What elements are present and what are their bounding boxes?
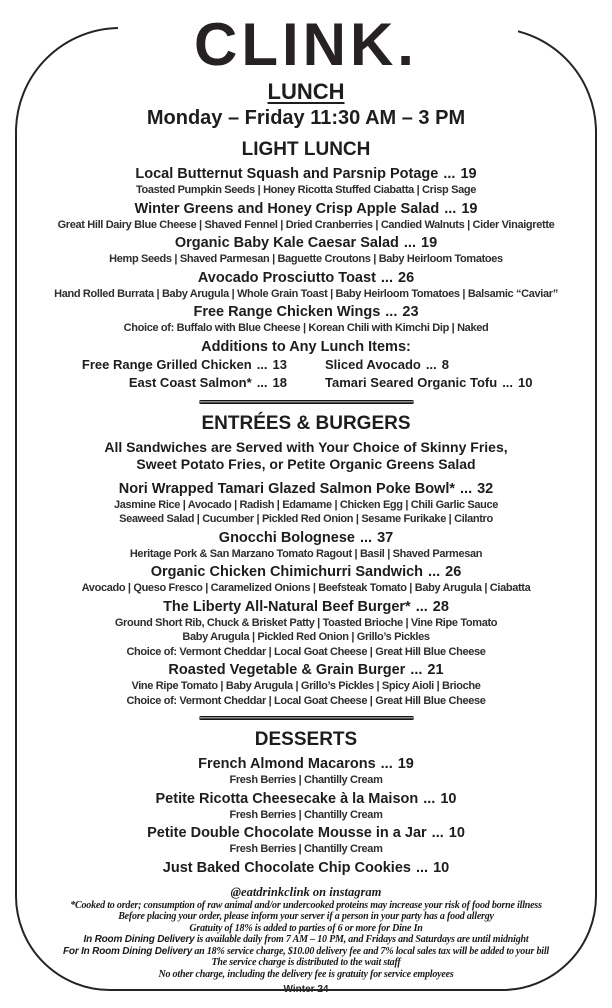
- price-dots: ...: [443, 166, 456, 182]
- item-desc-line: Choice of: Buffalo with Blue Cheese | Korean Chili with Kimchi Dip | Naked: [123, 322, 489, 334]
- item-price: 32: [477, 480, 494, 497]
- item-desc-line: Choice of: Vermont Cheddar | Local Goat Cheese | Great Hill Blue Cheese: [126, 694, 486, 707]
- footer: [0, 885, 612, 997]
- addition-label: Sliced Avocado: [325, 356, 421, 372]
- additions-right-column: [325, 356, 575, 392]
- item-desc-line: Fresh Berries | Chantilly Cream: [229, 808, 383, 821]
- addition-price: 13: [272, 356, 287, 372]
- footnote-line: [0, 911, 612, 923]
- section-desserts: [0, 728, 612, 877]
- clink-logo: CLINK.: [194, 11, 418, 78]
- item-name-line: [0, 200, 612, 218]
- item-price: 19: [461, 200, 478, 217]
- item-price: 10: [433, 859, 450, 876]
- item-name-line: [0, 303, 612, 321]
- item-price: 19: [397, 756, 414, 772]
- footnote-text: is available daily from 7 AM – 10 PM, and Fridays and Saturdays are until midnight: [194, 934, 529, 945]
- menu-item: [0, 824, 612, 857]
- item-name: Gnocchi Bolognese: [218, 529, 355, 546]
- item-name-line: [0, 529, 612, 547]
- item-name: Just Baked Chocolate Chip Cookies: [162, 859, 411, 876]
- menu-title: LUNCH: [267, 79, 345, 104]
- item-name: Nori Wrapped Tamari Glazed Salmon Poke Bowl*: [118, 480, 456, 497]
- section-note-line: All Sandwiches are Served with Your Choice of Skinny Fries,: [104, 438, 508, 455]
- item-name-line: [0, 269, 612, 287]
- item-price: 28: [432, 598, 449, 615]
- price-dots: ...: [385, 304, 398, 320]
- section-title: ENTRÉES & BURGERS: [201, 412, 411, 434]
- item-name: Winter Greens and Honey Crisp Apple Salad: [134, 200, 440, 217]
- footnote-line: [0, 957, 612, 969]
- menu-item: [0, 480, 612, 527]
- footnote-line: [0, 900, 612, 912]
- price-dots: ...: [380, 269, 393, 286]
- price-dots: ...: [425, 356, 437, 372]
- item-name-line: [0, 859, 612, 877]
- item-name: Free Range Chicken Wings: [193, 304, 381, 320]
- item-price: 19: [421, 235, 438, 251]
- addition-price: 8: [441, 356, 449, 372]
- item-name-line: [0, 165, 612, 183]
- item-desc-line: Fresh Berries | Chantilly Cream: [229, 774, 383, 786]
- price-dots: ...: [415, 598, 428, 615]
- addition-label: Free Range Grilled Chicken: [81, 356, 252, 372]
- footnote-text: No other charge, including the delivery fee is gratuity for service employees: [158, 968, 454, 980]
- item-price: 23: [402, 304, 419, 320]
- footnote-text: *Cooked to order; consumption of raw animal and/or undercooked proteins may increase your risk of food borne illness: [70, 899, 542, 911]
- item-desc-line: Seaweed Salad | Cucumber | Pickled Red Onion | Sesame Furikake | Cilantro: [119, 513, 493, 525]
- menu-item: [0, 234, 612, 267]
- menu-item: [0, 529, 612, 562]
- price-dots: ...: [403, 235, 416, 251]
- addition-label: East Coast Salmon*: [128, 374, 252, 390]
- price-dots: ...: [423, 790, 436, 807]
- item-name: Petite Double Chocolate Mousse in a Jar: [147, 825, 427, 841]
- item-desc-line: Great Hill Dairy Blue Cheese | Shaved Fennel | Dried Cranberries | Candied Walnuts | Cider Vinaigrette: [57, 218, 555, 231]
- item-name-line: [0, 563, 612, 581]
- item-desc-line: Hemp Seeds | Shaved Parmesan | Baguette Croutons | Baby Heirloom Tomatoes: [109, 253, 503, 265]
- item-name: Roasted Vegetable & Grain Burger: [168, 662, 406, 678]
- price-dots: ...: [256, 374, 268, 390]
- item-name: Petite Ricotta Cheesecake à la Maison: [155, 790, 419, 807]
- menu-item: [0, 598, 612, 660]
- price-dots: ...: [460, 480, 473, 497]
- price-dots: ...: [380, 756, 393, 772]
- item-name: The Liberty All-Natural Beef Burger*: [163, 598, 411, 615]
- item-name: Organic Chicken Chimichurri Sandwich: [150, 564, 424, 580]
- item-price: 19: [460, 166, 477, 182]
- item-desc-line: Vine Ripe Tomato | Baby Arugula | Grillo’s Pickles | Spicy Aioli | Brioche: [131, 680, 481, 692]
- item-desc-line: Jasmine Rice | Avocado | Radish | Edamame | Chicken Egg | Chili Garlic Sauce: [113, 498, 499, 511]
- menu-item: [0, 661, 612, 708]
- footnote-text: The service charge is distributed to the wait staff: [211, 957, 401, 968]
- section-light-lunch: [0, 138, 612, 392]
- section-entrees-burgers: [0, 412, 612, 709]
- menu-item: [0, 755, 612, 788]
- item-name-line: [0, 234, 612, 252]
- item-name: Local Butternut Squash and Parsnip Potage: [135, 166, 439, 182]
- footnote-line: [0, 934, 612, 946]
- item-desc-line: Avocado | Queso Fresco | Caramelized Onions | Beefsteak Tomato | Baby Arugula | Ciabatta: [81, 582, 531, 594]
- section-note-line: Sweet Potato Fries, or Petite Organic Greens Salad: [136, 456, 476, 472]
- item-name-line: [0, 598, 612, 616]
- addition-item: [37, 374, 287, 392]
- footnote-line: [0, 923, 612, 935]
- addition-price: 18: [272, 374, 287, 390]
- section-title: LIGHT LUNCH: [241, 139, 371, 160]
- menu-item: [0, 790, 612, 823]
- item-desc-line: Choice of: Vermont Cheddar | Local Goat Cheese | Great Hill Blue Cheese: [126, 645, 486, 658]
- footnote-prefix: For In Room Dining Delivery: [63, 945, 193, 957]
- addition-item: [37, 356, 287, 374]
- menu-item: [0, 859, 612, 877]
- section-divider: [199, 400, 414, 404]
- menu-item: [0, 563, 612, 596]
- addition-item: [325, 356, 575, 374]
- additions-left-column: [37, 356, 287, 392]
- additions-grid: [0, 356, 612, 392]
- price-dots: ...: [428, 564, 441, 580]
- item-desc-line: Baby Arugula | Pickled Red Onion | Grillo’s Pickles: [182, 631, 430, 643]
- additions-title: Additions to Any Lunch Items:: [201, 338, 411, 355]
- addition-label: Tamari Seared Organic Tofu: [325, 374, 498, 390]
- item-price: 26: [398, 269, 415, 286]
- item-name: Organic Baby Kale Caesar Salad: [174, 235, 399, 251]
- item-desc-line: Heritage Pork & San Marzano Tomato Ragout | Basil | Shaved Parmesan: [129, 547, 483, 560]
- item-desc-line: Hand Rolled Burrata | Baby Arugula | Whole Grain Toast | Baby Heirloom Tomatoes | Balsamic “Caviar”: [54, 287, 558, 300]
- price-dots: ...: [359, 529, 373, 546]
- item-desc-line: Ground Short Rib, Chuck & Brisket Patty | Toasted Brioche | Vine Ripe Tomato: [114, 616, 498, 629]
- item-name-line: [0, 790, 612, 808]
- footnote-line: [0, 946, 612, 958]
- menu-hours: Monday – Friday 11:30 AM – 3 PM: [146, 107, 466, 129]
- item-name-line: [0, 661, 612, 679]
- menu-item: [0, 165, 612, 198]
- menu-item: [0, 200, 612, 233]
- item-name: Avocado Prosciutto Toast: [197, 269, 376, 286]
- menu-item: [0, 269, 612, 302]
- item-price: 37: [377, 529, 394, 546]
- section-title: DESSERTS: [254, 729, 358, 750]
- item-price: 10: [440, 790, 457, 807]
- additions-block: [0, 338, 612, 392]
- price-dots: ...: [502, 374, 514, 390]
- season-label: Winter 24: [283, 984, 329, 995]
- item-desc-line: Toasted Pumpkin Seeds | Honey Ricotta Stuffed Ciabatta | Crisp Sage: [135, 184, 477, 196]
- addition-price: 10: [518, 374, 533, 390]
- item-name: French Almond Macarons: [198, 756, 376, 772]
- price-dots: ...: [256, 356, 268, 372]
- price-dots: ...: [410, 662, 423, 678]
- footnote-text: Before placing your order, please inform your server if a person in your party has a food allergy: [118, 911, 494, 922]
- item-price: 10: [448, 825, 465, 841]
- item-name-line: [0, 755, 612, 773]
- price-dots: ...: [415, 859, 429, 876]
- footnote-text: Gratuity of 18% is added to parties of 6 or more for Dine In: [189, 922, 423, 934]
- item-price: 26: [445, 564, 462, 580]
- instagram-handle: @eatdrinkclink on instagram: [230, 884, 382, 899]
- addition-item: [325, 374, 575, 392]
- item-price: 21: [427, 662, 444, 678]
- footnote-text: an 18% service charge, $10.00 delivery fee and 7% local sales tax will be added to your bill: [192, 945, 549, 957]
- footnote-line: [0, 969, 612, 981]
- item-name-line: [0, 824, 612, 842]
- menu-item: [0, 303, 612, 336]
- item-name-line: [0, 480, 612, 498]
- price-dots: ...: [444, 200, 457, 217]
- price-dots: ...: [431, 825, 444, 841]
- footnote-prefix: In Room Dining Delivery: [83, 934, 195, 945]
- section-divider: [199, 716, 414, 720]
- item-desc-line: Fresh Berries | Chantilly Cream: [229, 843, 383, 855]
